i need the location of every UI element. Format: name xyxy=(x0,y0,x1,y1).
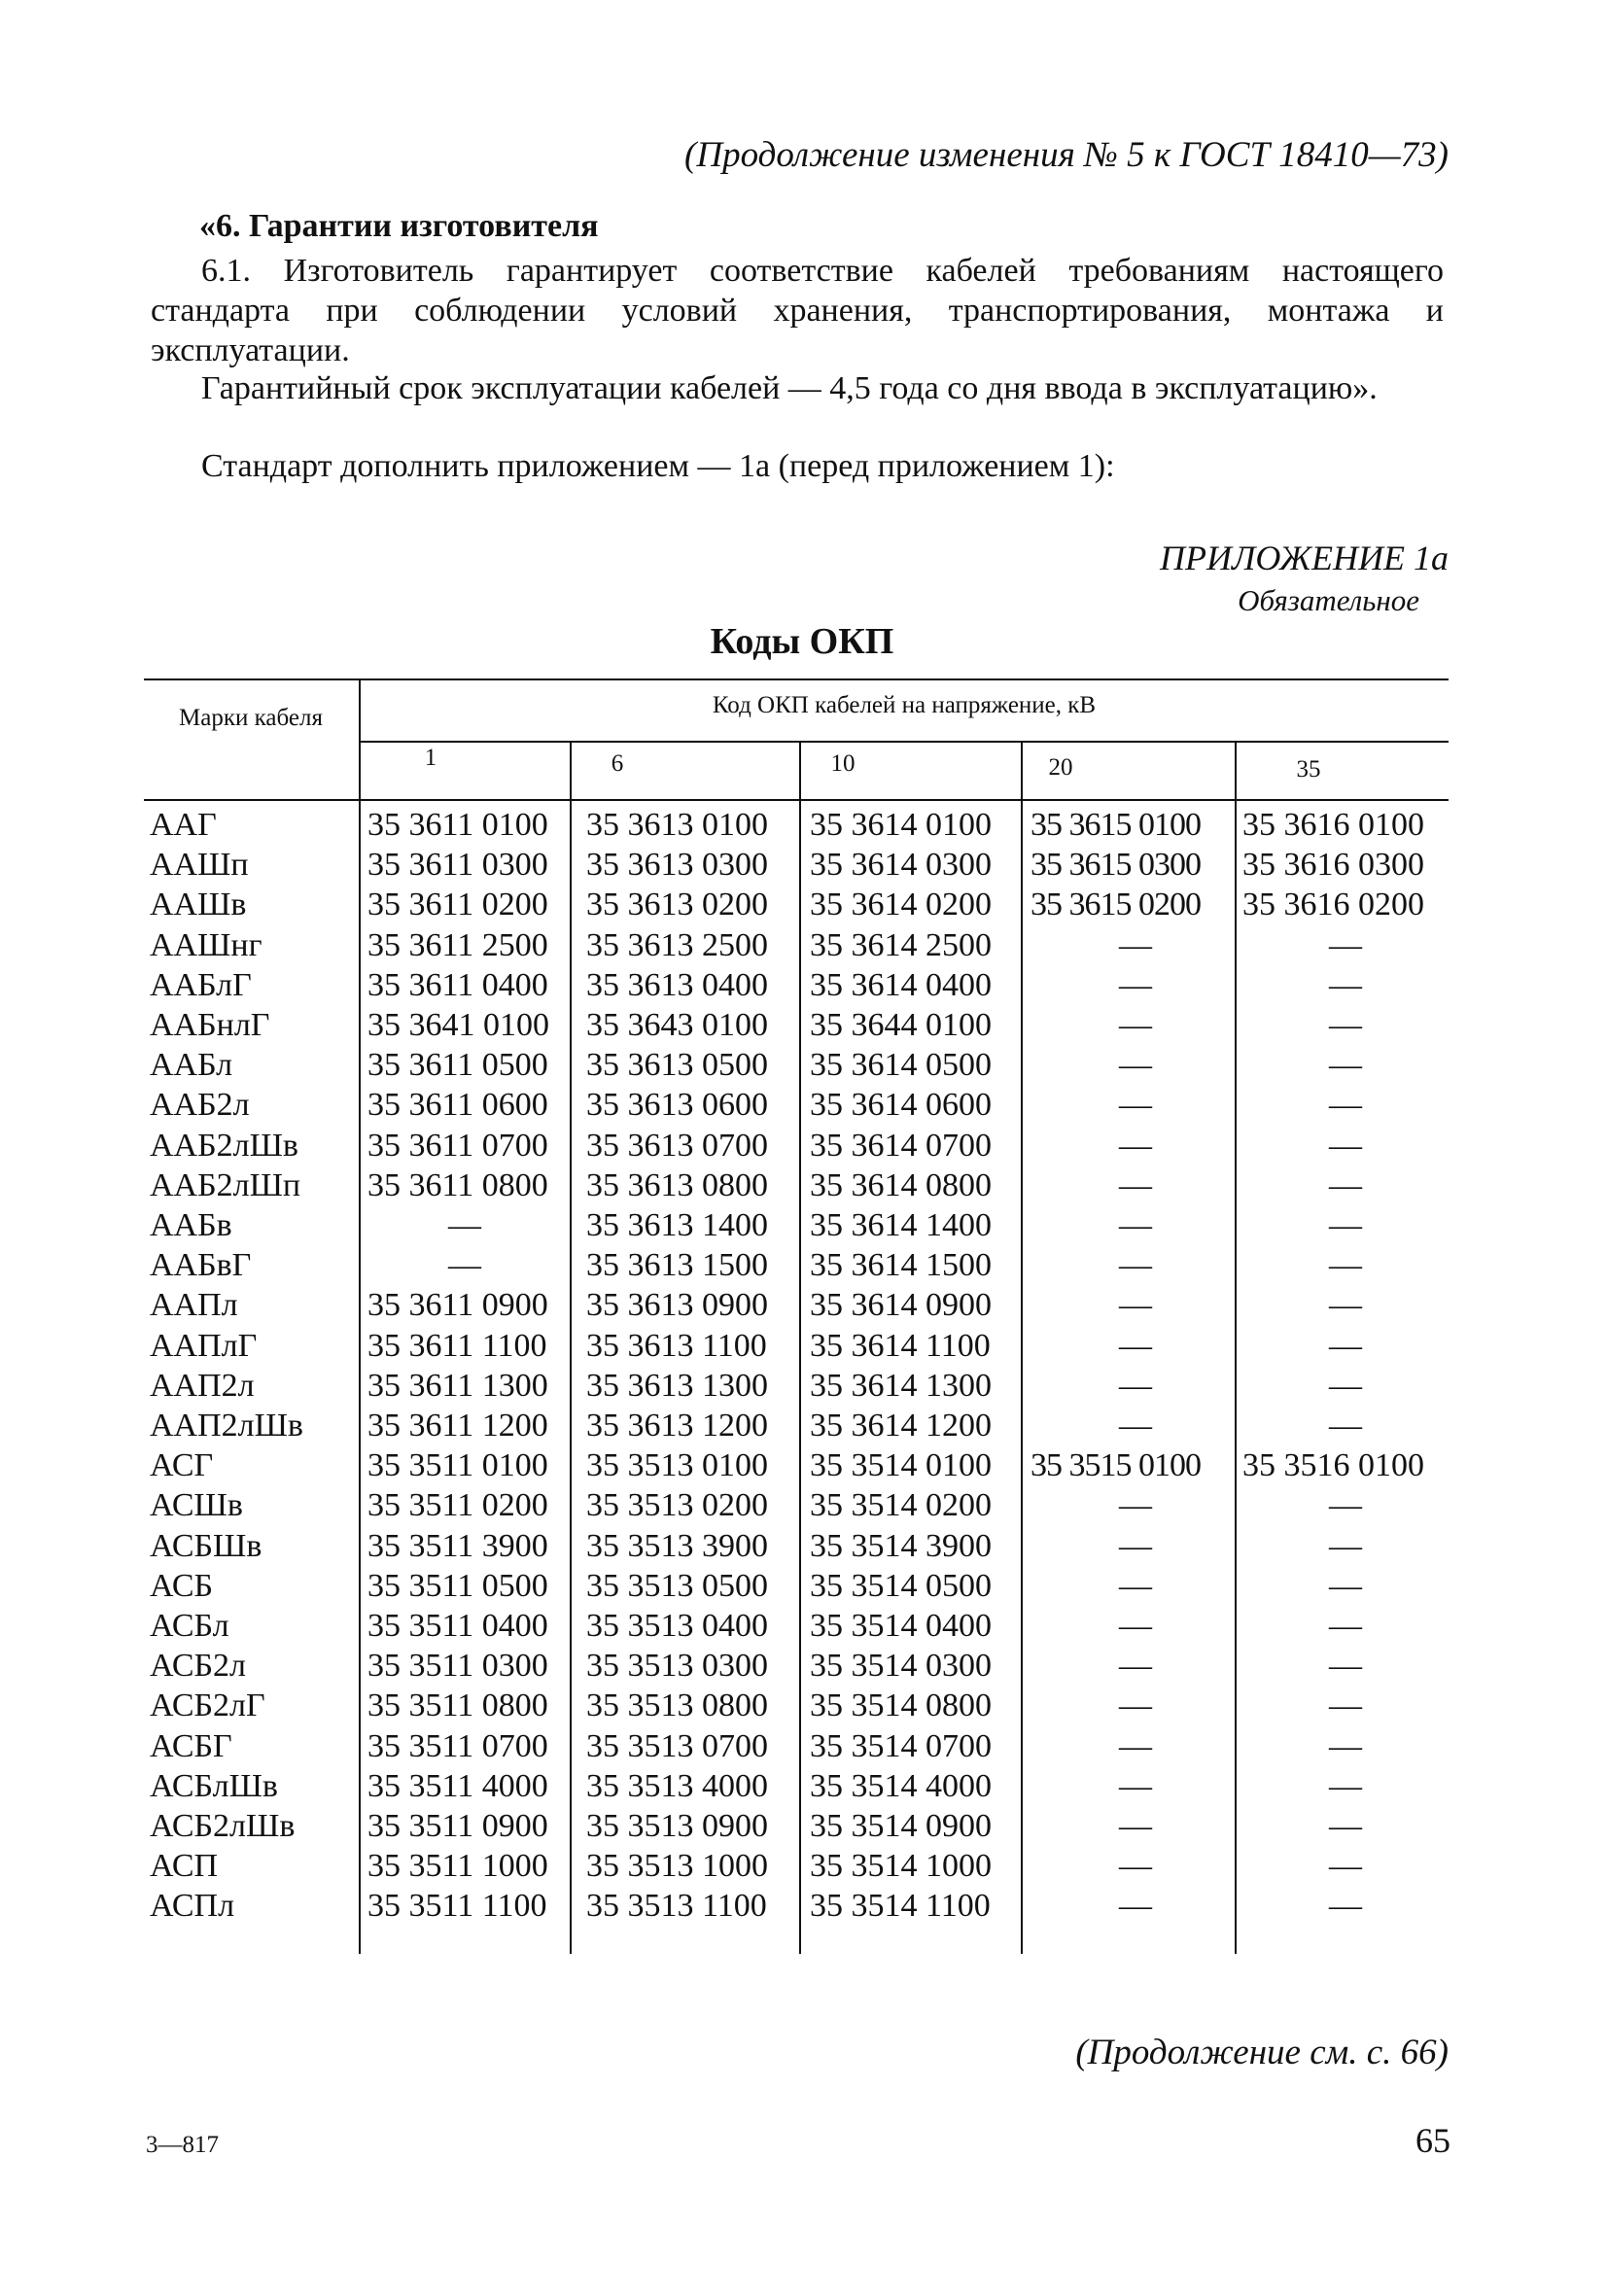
okp-code-cell: 35 3611 1100 xyxy=(367,1328,547,1364)
okp-code-cell: — xyxy=(1119,1007,1152,1043)
okp-code-cell: 35 3611 0400 xyxy=(367,967,548,1003)
okp-code-cell: 35 3613 1300 xyxy=(586,1368,768,1404)
header-voltage-10: 10 xyxy=(830,750,856,777)
okp-code-cell: — xyxy=(1329,967,1362,1003)
header-voltage-group: Код ОКП кабелей на напряжение, кВ xyxy=(712,692,1097,718)
okp-code-cell: 35 3514 0800 xyxy=(810,1687,992,1723)
okp-code-cell: — xyxy=(1329,1808,1362,1844)
okp-code-cell: 35 3614 1200 xyxy=(810,1408,992,1444)
okp-code-cell: — xyxy=(448,1247,481,1283)
table-row xyxy=(144,1606,1449,1646)
cable-brand-cell: АСБ2лШв xyxy=(150,1808,296,1844)
okp-code-cell: — xyxy=(1329,1408,1362,1444)
okp-code-cell: — xyxy=(1329,1568,1362,1604)
table-row xyxy=(144,925,1449,965)
okp-code-cell: 35 3614 1100 xyxy=(810,1328,991,1364)
okp-code-cell: 35 3511 0800 xyxy=(367,1687,548,1723)
table-row xyxy=(144,845,1449,885)
okp-code-cell: — xyxy=(1329,1487,1362,1523)
cable-brand-cell: ААШнг xyxy=(150,927,262,963)
cable-brand-cell: ААБнлГ xyxy=(150,1007,270,1043)
cable-brand-cell: ААБл xyxy=(150,1047,233,1083)
okp-code-cell: 35 3614 0500 xyxy=(810,1047,992,1083)
paragraph-6-1-text: 6.1. Изготовитель гарантирует соответствие кабелей требованиям настоящего стандарта при соблюдении условий хранения, транспортирования, монтажа и эксплуатации. xyxy=(151,253,1444,368)
okp-code-cell: — xyxy=(1329,1007,1362,1043)
okp-code-cell: 35 3611 1200 xyxy=(367,1408,548,1444)
table-row xyxy=(144,1245,1449,1285)
cable-brand-cell: ААБ2л xyxy=(150,1087,250,1123)
okp-code-cell: — xyxy=(1119,1648,1152,1684)
okp-code-cell: — xyxy=(1119,1167,1152,1203)
okp-code-cell: — xyxy=(1119,1247,1152,1283)
table-row xyxy=(144,1406,1449,1445)
okp-code-cell: 35 3511 0200 xyxy=(367,1487,548,1523)
okp-code-cell: 35 3513 0200 xyxy=(586,1487,768,1523)
okp-code-cell: — xyxy=(1329,1328,1362,1364)
okp-code-cell: 35 3513 0300 xyxy=(586,1648,768,1684)
cable-brand-cell: ААШп xyxy=(150,847,249,883)
okp-code-cell: — xyxy=(1329,1768,1362,1804)
cable-brand-cell: ААБвГ xyxy=(150,1247,252,1283)
cable-brand-cell: АСБГ xyxy=(150,1728,232,1764)
cable-brand-cell: АСБл xyxy=(150,1608,229,1644)
okp-code-cell: 35 3611 0900 xyxy=(367,1287,548,1323)
okp-code-cell: — xyxy=(1329,927,1362,963)
appendix-label: ПРИЛОЖЕНИЕ 1а xyxy=(1160,539,1449,577)
cable-brand-cell: ААПлГ xyxy=(150,1328,258,1364)
okp-code-cell: 35 3613 0200 xyxy=(586,887,768,922)
okp-code-cell: — xyxy=(1119,1487,1152,1523)
okp-code-cell: — xyxy=(1329,1087,1362,1123)
okp-code-cell: 35 3613 0500 xyxy=(586,1047,768,1083)
cable-brand-cell: АСБ xyxy=(150,1568,214,1604)
okp-code-cell: — xyxy=(1119,1047,1152,1083)
cable-brand-cell: ААБ2лШв xyxy=(150,1128,298,1164)
table-row xyxy=(144,1806,1449,1846)
okp-code-cell: — xyxy=(1119,1207,1152,1243)
okp-code-cell: 35 3613 2500 xyxy=(586,927,768,963)
okp-code-cell: 35 3514 0100 xyxy=(810,1447,992,1483)
cable-brand-cell: ААБв xyxy=(150,1207,232,1243)
okp-code-cell: 35 3613 0700 xyxy=(586,1128,768,1164)
okp-code-cell: 35 3613 1100 xyxy=(586,1328,767,1364)
footer-print-code: 3—817 xyxy=(146,2132,219,2158)
okp-code-cell: 35 3611 0200 xyxy=(367,887,548,922)
okp-code-cell: 35 3615 0300 xyxy=(1031,847,1201,883)
okp-code-cell: 35 3613 0400 xyxy=(586,967,768,1003)
okp-code-cell: — xyxy=(1119,1687,1152,1723)
okp-code-cell: — xyxy=(1329,1047,1362,1083)
okp-code-cell: 35 3514 0900 xyxy=(810,1808,992,1844)
cable-brand-cell: ААБ2лШп xyxy=(150,1167,301,1203)
header-bottom-rule xyxy=(144,799,1449,801)
okp-code-cell: 35 3516 0100 xyxy=(1242,1447,1424,1483)
okp-code-cell: — xyxy=(1329,1848,1362,1884)
okp-code-cell: 35 3513 0700 xyxy=(586,1728,768,1764)
okp-code-cell: 35 3515 0100 xyxy=(1031,1447,1201,1483)
okp-code-cell: 35 3616 0300 xyxy=(1242,847,1424,883)
okp-code-cell: 35 3614 0600 xyxy=(810,1087,992,1123)
section-title: «6. Гарантии изготовителя xyxy=(199,208,599,244)
cable-brand-cell: ААП2л xyxy=(150,1368,255,1404)
header-mid-rule xyxy=(360,741,1449,743)
okp-code-cell: 35 3514 0200 xyxy=(810,1487,992,1523)
okp-code-cell: 35 3514 0500 xyxy=(810,1568,992,1604)
okp-code-cell: 35 3514 0700 xyxy=(810,1728,992,1764)
okp-code-cell: 35 3614 1500 xyxy=(810,1247,992,1283)
okp-code-cell: — xyxy=(1329,1528,1362,1564)
cable-brand-cell: АСБШв xyxy=(150,1528,262,1564)
table-row xyxy=(144,1326,1449,1366)
okp-code-cell: 35 3513 0900 xyxy=(586,1808,768,1844)
okp-code-cell: 35 3511 1000 xyxy=(367,1848,548,1884)
okp-code-cell: 35 3614 1400 xyxy=(810,1207,992,1243)
table-row xyxy=(144,1766,1449,1806)
table-row xyxy=(144,1646,1449,1686)
table-row xyxy=(144,1566,1449,1606)
okp-code-cell: 35 3514 1000 xyxy=(810,1848,992,1884)
table-row xyxy=(144,885,1449,924)
table-row xyxy=(144,1165,1449,1205)
cable-brand-cell: АСБлШв xyxy=(150,1768,278,1804)
paragraph-warranty-text: Гарантийный срок эксплуатации кабелей — 4,5 года со дня ввода в эксплуатацию». xyxy=(201,370,1378,406)
okp-code-cell: 35 3513 3900 xyxy=(586,1528,768,1564)
okp-code-cell: — xyxy=(1119,967,1152,1003)
okp-code-cell: 35 3514 1100 xyxy=(810,1888,991,1924)
okp-code-cell: 35 3611 1300 xyxy=(367,1368,548,1404)
okp-code-cell: 35 3611 0700 xyxy=(367,1128,548,1164)
table-row xyxy=(144,1886,1449,1926)
okp-code-cell: — xyxy=(1119,927,1152,963)
table-row xyxy=(144,1485,1449,1525)
okp-code-cell: 35 3616 0200 xyxy=(1242,887,1424,922)
paragraph-appendix-note xyxy=(151,446,1444,486)
okp-code-cell: 35 3511 0700 xyxy=(367,1728,548,1764)
okp-code-cell: 35 3613 1400 xyxy=(586,1207,768,1243)
cable-brand-cell: ААБлГ xyxy=(150,967,252,1003)
table-row xyxy=(144,1285,1449,1325)
okp-code-cell: — xyxy=(1119,1608,1152,1644)
okp-code-cell: 35 3513 1100 xyxy=(586,1888,767,1924)
cable-brand-cell: ААП2лШв xyxy=(150,1408,303,1444)
okp-code-cell: — xyxy=(1329,1128,1362,1164)
okp-code-cell: — xyxy=(1119,1287,1152,1323)
okp-code-cell: — xyxy=(1329,1608,1362,1644)
okp-code-cell: 35 3513 4000 xyxy=(586,1768,768,1804)
okp-code-cell: 35 3511 0100 xyxy=(367,1447,548,1483)
table-row xyxy=(144,805,1449,845)
okp-code-cell: 35 3614 2500 xyxy=(810,927,992,963)
appendix-status: Обязательное xyxy=(1238,583,1419,617)
table-row xyxy=(144,1045,1449,1085)
table-row xyxy=(144,1526,1449,1566)
table-row xyxy=(144,1366,1449,1406)
okp-code-cell: 35 3614 0200 xyxy=(810,887,992,922)
header-voltage-1: 1 xyxy=(424,745,437,771)
table-top-rule xyxy=(144,678,1449,680)
okp-code-cell: 35 3511 3900 xyxy=(367,1528,548,1564)
table-row xyxy=(144,1846,1449,1886)
okp-code-cell: 35 3613 1500 xyxy=(586,1247,768,1283)
okp-code-cell: — xyxy=(1329,1888,1362,1924)
header-voltage-35: 35 xyxy=(1296,756,1321,783)
header-voltage-6: 6 xyxy=(611,750,624,777)
okp-code-cell: — xyxy=(1119,1368,1152,1404)
okp-code-cell: 35 3514 3900 xyxy=(810,1528,992,1564)
okp-code-cell: — xyxy=(1329,1167,1362,1203)
okp-code-cell: — xyxy=(1119,1888,1152,1924)
okp-code-cell: — xyxy=(1329,1247,1362,1283)
okp-code-cell: 35 3514 0400 xyxy=(810,1608,992,1644)
okp-code-cell: — xyxy=(1119,1408,1152,1444)
table-row xyxy=(144,1445,1449,1485)
okp-code-cell: — xyxy=(1329,1648,1362,1684)
okp-code-cell: 35 3611 0500 xyxy=(367,1047,548,1083)
okp-code-cell: — xyxy=(1119,1768,1152,1804)
okp-code-cell: 35 3513 0800 xyxy=(586,1687,768,1723)
okp-code-cell: — xyxy=(1119,1528,1152,1564)
okp-code-cell: 35 3614 0100 xyxy=(810,807,992,843)
cable-brand-cell: АСПл xyxy=(150,1888,235,1924)
okp-code-cell: 35 3615 0200 xyxy=(1031,887,1201,922)
okp-code-cell: 35 3615 0100 xyxy=(1031,807,1201,843)
table-row xyxy=(144,1126,1449,1165)
okp-code-cell: — xyxy=(1119,1848,1152,1884)
okp-code-cell: 35 3611 0800 xyxy=(367,1167,548,1203)
cable-brand-cell: АСП xyxy=(150,1848,219,1884)
okp-code-cell: 35 3511 4000 xyxy=(367,1768,548,1804)
okp-code-cell: — xyxy=(1329,1368,1362,1404)
okp-code-cell: 35 3613 0300 xyxy=(586,847,768,883)
okp-code-cell: 35 3511 0300 xyxy=(367,1648,548,1684)
okp-code-cell: 35 3613 0800 xyxy=(586,1167,768,1203)
okp-code-cell: 35 3611 0100 xyxy=(367,807,548,843)
page-number: 65 xyxy=(1415,2121,1450,2160)
okp-code-cell: 35 3641 0100 xyxy=(367,1007,549,1043)
okp-code-cell: 35 3511 0900 xyxy=(367,1808,548,1844)
okp-code-cell: 35 3611 2500 xyxy=(367,927,548,963)
okp-code-cell: 35 3644 0100 xyxy=(810,1007,992,1043)
cable-brand-cell: ААШв xyxy=(150,887,247,922)
okp-code-cell: 35 3513 0500 xyxy=(586,1568,768,1604)
okp-code-cell: 35 3613 0900 xyxy=(586,1287,768,1323)
okp-code-cell: 35 3611 0300 xyxy=(367,847,548,883)
paragraph-6-1 xyxy=(151,251,1444,370)
okp-code-cell: 35 3511 0500 xyxy=(367,1568,548,1604)
okp-code-cell: 35 3613 0600 xyxy=(586,1087,768,1123)
table-title: Коды ОКП xyxy=(710,621,894,662)
okp-code-cell: 35 3613 0100 xyxy=(586,807,768,843)
okp-code-cell: 35 3514 0300 xyxy=(810,1648,992,1684)
okp-code-cell: — xyxy=(1329,1207,1362,1243)
cable-brand-cell: АСБ2лГ xyxy=(150,1687,265,1723)
okp-code-cell: 35 3614 0900 xyxy=(810,1287,992,1323)
okp-code-cell: 35 3513 0100 xyxy=(586,1447,768,1483)
okp-code-cell: — xyxy=(1119,1568,1152,1604)
okp-code-cell: 35 3614 0400 xyxy=(810,967,992,1003)
okp-code-cell: 35 3514 4000 xyxy=(810,1768,992,1804)
okp-code-cell: 35 3511 1100 xyxy=(367,1888,547,1924)
cable-brand-cell: АСБ2л xyxy=(150,1648,247,1684)
okp-code-cell: 35 3643 0100 xyxy=(586,1007,768,1043)
cable-brand-cell: ААПл xyxy=(150,1287,238,1323)
okp-code-cell: — xyxy=(1119,1087,1152,1123)
okp-code-cell: 35 3611 0600 xyxy=(367,1087,548,1123)
table-row xyxy=(144,1205,1449,1245)
table-row xyxy=(144,965,1449,1005)
paragraph-warranty xyxy=(151,368,1444,408)
header-continuation: (Продолжение изменения № 5 к ГОСТ 18410—73) xyxy=(684,135,1449,175)
footer-continuation: (Продолжение см. с. 66) xyxy=(1075,2033,1449,2072)
okp-code-cell: 35 3614 0300 xyxy=(810,847,992,883)
table-row xyxy=(144,1005,1449,1045)
okp-code-cell: — xyxy=(1119,1808,1152,1844)
okp-code-cell: — xyxy=(1329,1728,1362,1764)
paragraph-appendix-note-text: Стандарт дополнить приложением — 1а (перед приложением 1): xyxy=(201,448,1115,484)
cable-brand-cell: АСШв xyxy=(150,1487,243,1523)
okp-code-cell: 35 3614 1300 xyxy=(810,1368,992,1404)
okp-code-cell: 35 3614 0700 xyxy=(810,1128,992,1164)
table-row xyxy=(144,1726,1449,1766)
okp-code-cell: — xyxy=(1329,1287,1362,1323)
cable-brand-cell: АСГ xyxy=(150,1447,214,1483)
okp-code-cell: — xyxy=(448,1207,481,1243)
okp-code-cell: 35 3511 0400 xyxy=(367,1608,548,1644)
header-voltage-20: 20 xyxy=(1048,754,1073,781)
okp-code-cell: 35 3613 1200 xyxy=(586,1408,768,1444)
okp-code-cell: — xyxy=(1329,1687,1362,1723)
okp-code-cell: — xyxy=(1119,1328,1152,1364)
cable-brand-cell: ААГ xyxy=(150,807,217,843)
okp-code-cell: — xyxy=(1119,1728,1152,1764)
okp-code-cell: 35 3614 0800 xyxy=(810,1167,992,1203)
okp-code-cell: 35 3616 0100 xyxy=(1242,807,1424,843)
okp-code-cell: 35 3513 0400 xyxy=(586,1608,768,1644)
table-row xyxy=(144,1686,1449,1725)
table-row xyxy=(144,1085,1449,1125)
okp-code-cell: — xyxy=(1119,1128,1152,1164)
okp-code-cell: 35 3513 1000 xyxy=(586,1848,768,1884)
header-brand: Марки кабеля xyxy=(179,705,323,731)
